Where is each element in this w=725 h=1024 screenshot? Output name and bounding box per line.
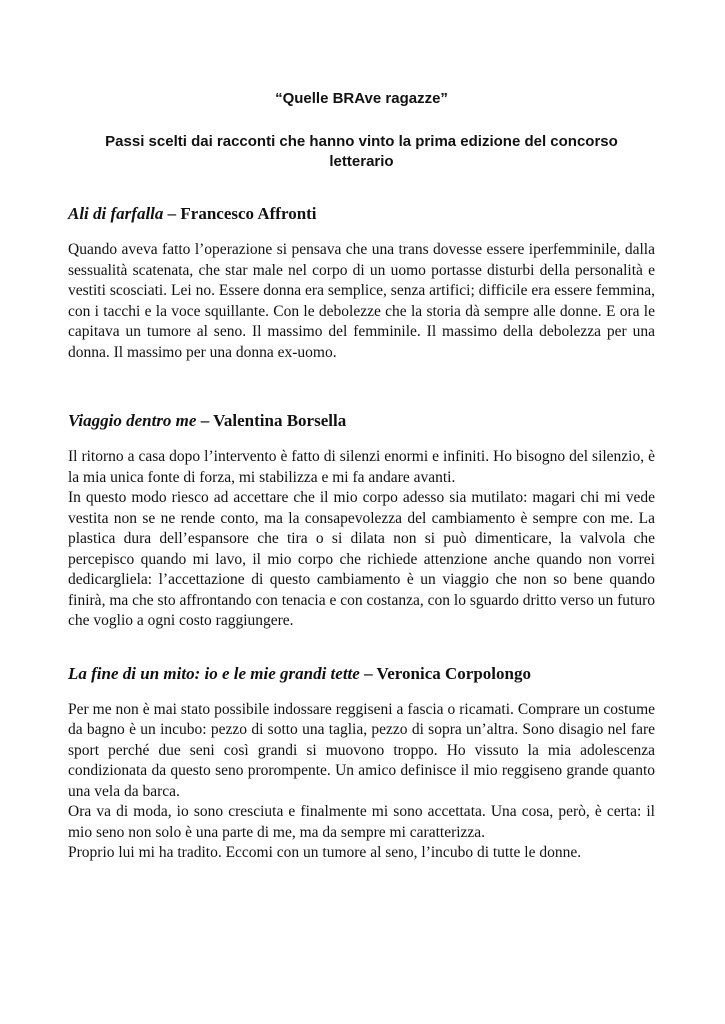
story-author: Francesco Affronti [180, 204, 317, 223]
story-paragraph: Proprio lui mi ha tradito. Eccomi con un tumore al seno, l’incubo di tutte le donne. [68, 844, 582, 861]
story-paragraph: Per me non è mai stato possibile indossare reggiseni a fascia o ricamati. Comprare un costume da bagno è un incubo: pezzo di sotto una taglia, pezzo di sopra un’altra. Sono disagio nel fare sport perché due seni così grandi si muovono troppo. Ho vissuto la mia adolescenza condizionata da questo seno prorompente. Un amico definisce il mio reggiseno grande quanto una vela da barca. [68, 700, 655, 800]
story-excerpt [68, 447, 655, 632]
story-title: Viaggio dentro me [68, 411, 197, 430]
document-subtitle: Passi scelti dai racconti che hanno vinto la prima edizione del concorso letterario [105, 133, 618, 170]
story-heading [68, 410, 655, 432]
story-paragraph: Il ritorno a casa dopo l’intervento è fatto di silenzi enormi e infiniti. Ho bisogno del silenzio, è la mia unica fonte di forza, mi stabilizza e mi fa andare avanti. [68, 448, 655, 486]
story-excerpt [68, 700, 655, 864]
document-title: “Quelle BRAve ragazze” [275, 90, 448, 107]
story-author: Veronica Corpolongo [376, 663, 531, 683]
story-section [68, 410, 655, 632]
story-excerpt [68, 240, 655, 363]
story-section [68, 663, 655, 864]
story-paragraph: In questo modo riesco ad accettare che il mio corpo adesso sia mutilato: magari chi mi vede vestita non se ne rende conto, ma la consapevolezza del cambiamento è sempre con me. La plastica dura dell’espansore che tira o si dilata non si può dimenticare, la valvola che percepisco quando mi lavo, il mio corpo che richiede attenzione anche quando non vorrei dedicargliela: l’accettazione di questo cambiamento è un viaggio che non so bene quando finirà, ma che sto affrontando con tenacia e con costanza, con lo sguardo dritto verso un futuro che voglio a ogni costo raggiungere. [68, 489, 655, 629]
heading-separator: – [359, 663, 377, 683]
story-section [68, 203, 655, 363]
story-heading [68, 663, 655, 685]
story-paragraph: Quando aveva fatto l’operazione si pensava che una trans dovesse essere iperfemminile, dalla sessualità scatenata, che star male nel corpo di un uomo portasse disturbi della personalità e vestiti scosciati. Lei no. Essere donna era semplice, senza artifici; difficile era essere femmina, con i tacchi e la voce squillante. Con le debolezze che la storia dà sempre alle donne. E ora le capitava un tumore al seno. Il massimo del femminile. Il massimo della debolezza per una donna. Il massimo per una donna ex-uomo. [68, 241, 655, 361]
story-author: Valentina Borsella [213, 411, 347, 430]
story-heading [68, 203, 655, 225]
heading-separator: – [196, 411, 214, 430]
story-title: Ali di farfalla [68, 204, 164, 223]
heading-separator: – [163, 204, 181, 223]
story-title: La fine di un mito: io e le mie grandi tette [68, 663, 360, 683]
story-paragraph: Ora va di moda, io sono cresciuta e finalmente mi sono accettata. Una cosa, però, è certa: il mio seno non solo è una parte di me, ma da sempre mi caratterizza. [68, 803, 655, 841]
